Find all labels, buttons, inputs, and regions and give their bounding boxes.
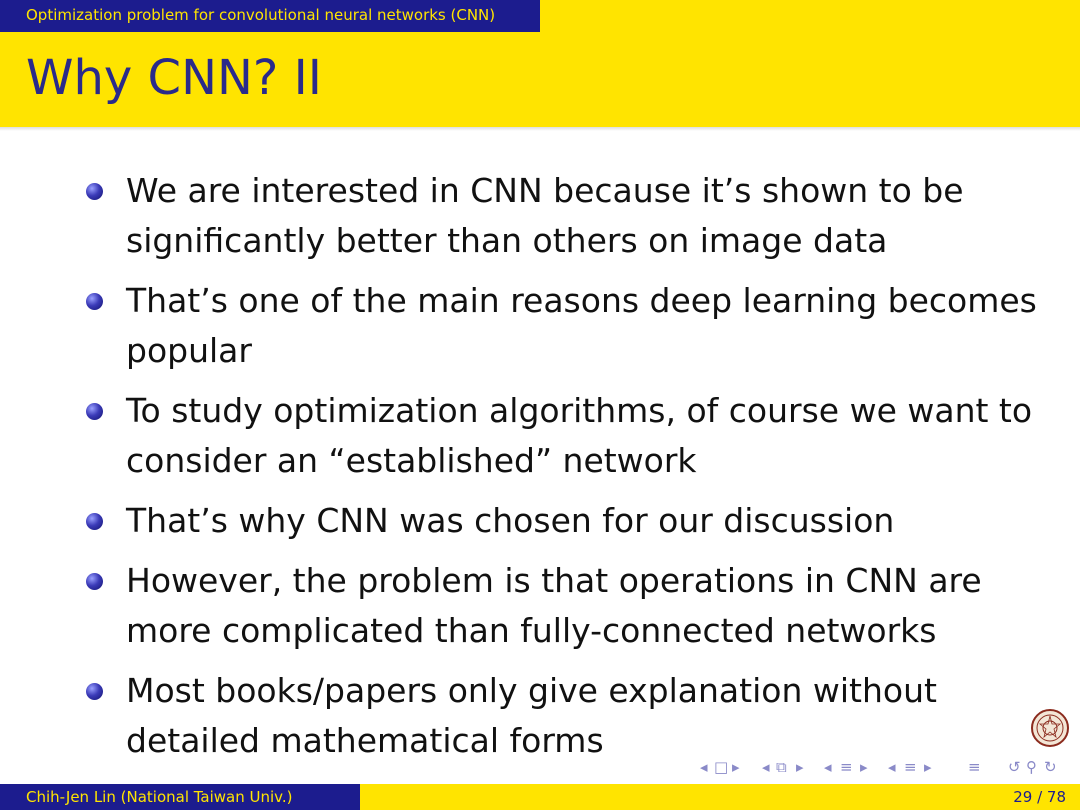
beamer-navigation bbox=[700, 758, 1072, 780]
bullet-ball-icon bbox=[86, 513, 103, 530]
bullet-item bbox=[84, 276, 1054, 376]
nav-prev-icon[interactable]: ◂ bbox=[700, 758, 708, 776]
nav-doc-prev-icon[interactable]: ◂ bbox=[888, 758, 896, 776]
bullet-item bbox=[84, 166, 1054, 266]
footer-page-box bbox=[360, 784, 1080, 810]
nav-toc-icon[interactable]: ≡ bbox=[968, 758, 981, 776]
nav-section-prev-icon[interactable]: ◂ bbox=[824, 758, 832, 776]
nav-section-next-icon[interactable]: ▸ bbox=[860, 758, 868, 776]
bullet-ball-icon bbox=[86, 183, 103, 200]
bullet-ball-icon bbox=[86, 683, 103, 700]
bullet-item bbox=[84, 556, 1054, 656]
title-band bbox=[0, 32, 1080, 127]
section-banner bbox=[0, 0, 540, 32]
bullet-item bbox=[84, 666, 1054, 766]
footer bbox=[0, 784, 1080, 810]
university-seal-icon bbox=[1030, 708, 1070, 752]
nav-doc-icon[interactable]: ≡ bbox=[904, 758, 917, 776]
footer-author-box bbox=[0, 784, 360, 810]
footer-author: Chih-Jen Lin (National Taiwan Univ.) bbox=[26, 788, 293, 806]
bullet-text: That’s why CNN was chosen for our discussion bbox=[126, 501, 895, 540]
bullet-text: Most books/papers only give explanation without detailed mathematical forms bbox=[126, 671, 937, 760]
section-title: Optimization problem for convolutional neural networks (CNN) bbox=[26, 6, 496, 24]
bullet-item bbox=[84, 386, 1054, 486]
nav-back-icon[interactable]: ↺ bbox=[1008, 758, 1021, 776]
bullet-text: We are interested in CNN because it’s shown to be significantly better than others on image data bbox=[126, 171, 964, 260]
title-shadow bbox=[0, 127, 1080, 131]
bullet-ball-icon bbox=[86, 293, 103, 310]
nav-next-icon[interactable]: ▸ bbox=[732, 758, 740, 776]
page-number: 29 / 78 bbox=[1013, 788, 1066, 806]
section-banner-right bbox=[540, 0, 1080, 32]
nav-forward-icon[interactable]: ↻ bbox=[1044, 758, 1057, 776]
bullet-ball-icon bbox=[86, 403, 103, 420]
bullet-ball-icon bbox=[86, 573, 103, 590]
nav-search-icon[interactable]: ⚲ bbox=[1026, 758, 1037, 776]
bullet-text: That’s one of the main reasons deep learning becomes popular bbox=[126, 281, 1037, 370]
nav-subsection-prev-icon[interactable]: ◂ bbox=[762, 758, 770, 776]
nav-section-icon[interactable]: ≡ bbox=[840, 758, 853, 776]
nav-frame-icon[interactable]: □ bbox=[714, 758, 729, 776]
nav-subsection-next-icon[interactable]: ▸ bbox=[796, 758, 804, 776]
nav-doc-next-icon[interactable]: ▸ bbox=[924, 758, 932, 776]
bullet-item bbox=[84, 496, 1054, 546]
bullet-text: To study optimization algorithms, of course we want to consider an “established” network bbox=[126, 391, 1033, 480]
nav-subsection-icon[interactable]: ⧉ bbox=[776, 758, 787, 776]
slide-title: Why CNN? II bbox=[26, 50, 322, 106]
bullet-list bbox=[84, 166, 1054, 776]
bullet-text: However, the problem is that operations in CNN are more complicated than fully-connected networks bbox=[126, 561, 982, 650]
